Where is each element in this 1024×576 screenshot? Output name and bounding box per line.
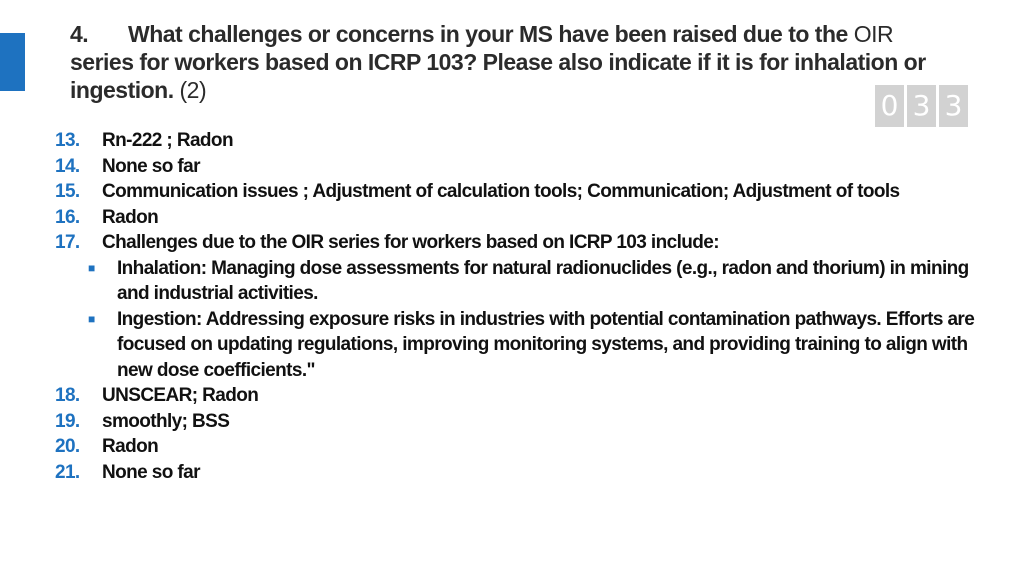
item-number: 16. — [55, 206, 80, 228]
title-number: 4. — [70, 21, 89, 47]
item-number: 14. — [55, 155, 80, 177]
counter-digit: 0 — [875, 85, 904, 127]
item-text: Challenges due to the OIR series for workers based on ICRP 103 include: — [102, 232, 719, 253]
list-item — [55, 128, 985, 154]
title-bold-part-2: series for workers based on ICRP 103? Please also indicate if it is for inhalation or ingestion. — [70, 49, 926, 103]
item-text: None so far — [102, 155, 200, 177]
sub-bullet-text: Inhalation: Managing dose assessments for natural radionuclides (e.g., radon and thorium) in mining and industrial activities. — [117, 257, 969, 304]
sub-bullet-item — [55, 307, 985, 384]
list-item — [55, 409, 985, 435]
item-number: 18. — [55, 385, 80, 406]
item-number: 20. — [55, 436, 80, 457]
list-item — [55, 383, 985, 409]
sub-bullet-item — [55, 256, 985, 307]
list-item — [55, 205, 985, 231]
title-oir: OIR — [853, 21, 894, 47]
item-text: Rn-222 ; Radon — [102, 130, 233, 151]
item-number: 15. — [55, 181, 80, 202]
square-bullet-icon: ■ — [88, 260, 95, 275]
accent-bar — [0, 33, 25, 91]
list-item — [55, 434, 985, 460]
slide-title — [70, 20, 950, 104]
square-bullet-icon: ■ — [88, 311, 95, 326]
list-item — [55, 179, 985, 205]
title-part-indicator: (2) — [179, 77, 207, 103]
item-number: 17. — [55, 232, 80, 253]
response-counter — [875, 85, 968, 127]
item-number: 13. — [55, 130, 80, 151]
item-text: UNSCEAR; Radon — [102, 385, 259, 406]
list-item — [55, 230, 985, 256]
counter-digit: 3 — [939, 85, 968, 127]
item-text: Communication issues ; Adjustment of calculation tools; Communication; Adjustment of tools — [102, 181, 900, 202]
sub-bullet-text: Ingestion: Addressing exposure risks in industries with potential contamination pathways. Efforts are focused on updating regulations, improving monitoring systems, and providing training to align with new dose coefficients." — [117, 308, 975, 381]
item-text: Radon — [102, 436, 159, 457]
response-list — [55, 128, 985, 485]
title-bold-part: What challenges or concerns in your MS have been raised due to the — [128, 21, 848, 47]
item-text: None so far — [102, 461, 200, 483]
counter-digit: 3 — [907, 85, 936, 127]
list-item — [55, 154, 985, 180]
item-number: 19. — [55, 410, 80, 432]
list-item — [55, 460, 985, 486]
item-text: Radon — [102, 206, 159, 228]
item-number: 21. — [55, 461, 80, 483]
item-text: smoothly; BSS — [102, 410, 230, 432]
